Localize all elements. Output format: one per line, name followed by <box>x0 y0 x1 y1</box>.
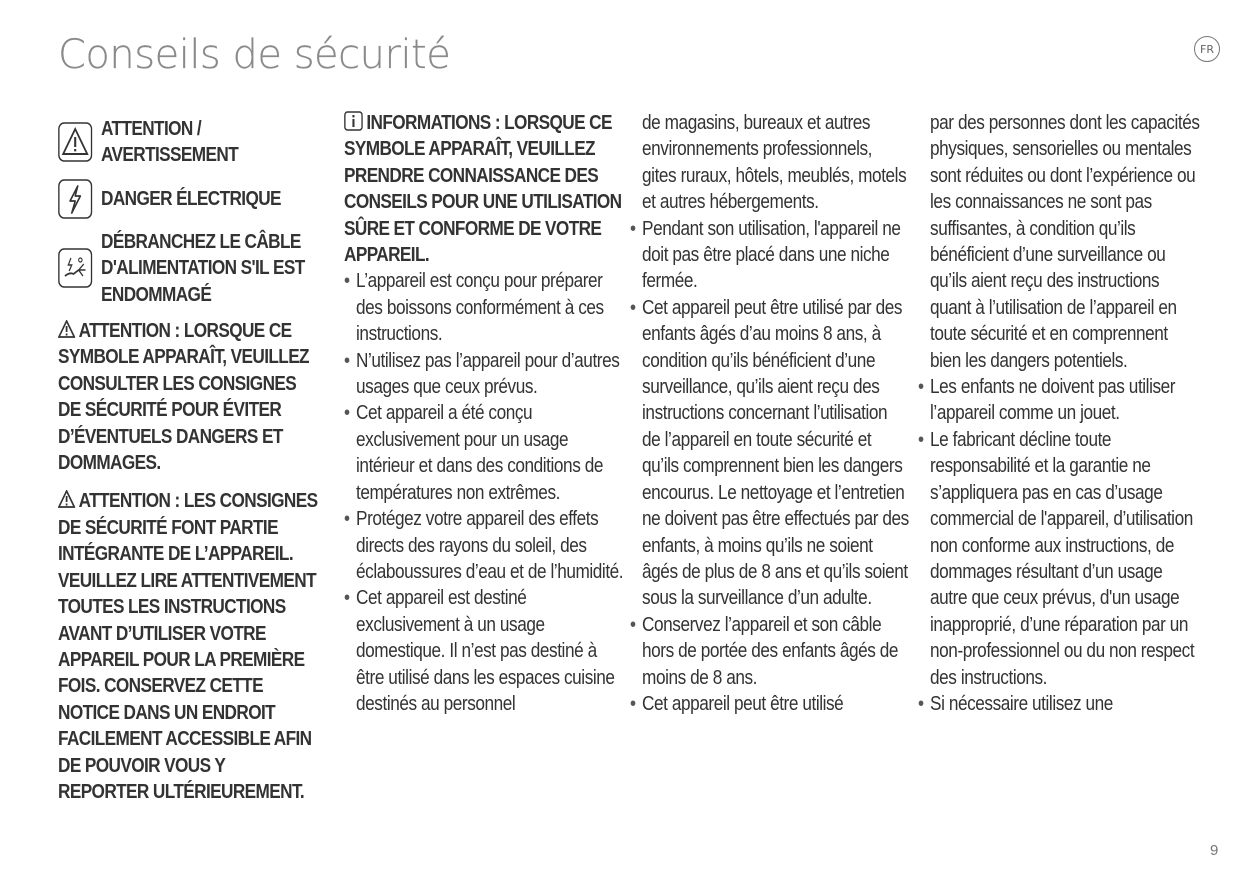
list-item: • Cet appareil peut être utilisé <box>630 691 910 717</box>
list-item: • L’appareil est conçu pour préparer des boissons conformément à ces instructions. <box>344 268 628 347</box>
warning-label-attention: ATTENTION / AVERTISSEMENT <box>101 118 239 167</box>
continuation-text: par des personnes dont les capacités physiques, sensorielles ou mentales sont réduites ou dont l’expérience ou les connaissances ne sont pas suffisantes, à condition qu’ils bénéficient d’une surveillance ou qu’ils aient reçu des instructions quant à l’utilisation de l’appareil en toute sécurité et en comprennent bien les dangers potentiels. <box>930 112 1200 372</box>
warning-triangle-icon <box>58 122 96 162</box>
electric-danger-icon <box>58 179 96 219</box>
info-heading-text: INFORMATIONS : LORSQUE CE SYMBOLE APPARAÎT, VEUILLEZ PRENDRE CONNAISSANCE DES CONSEILS POUR UNE UTILISATION SÛRE ET CONFORME DE VOTRE APPAREIL. <box>344 112 622 267</box>
list-item: • Conservez l’appareil et son câble hors de portée des enfants âgés de moins de 8 ans. <box>630 612 910 691</box>
info-icon <box>344 111 363 131</box>
page-number: 9 <box>1210 842 1219 859</box>
damaged-cable-icon <box>58 248 96 288</box>
list-item: • N’utilisez pas l’appareil pour d’autres usages que ceux prévus. <box>344 348 628 401</box>
attention-paragraph-2 <box>58 488 318 805</box>
column-3 <box>630 110 910 717</box>
list-item: • Pendant son utilisation, l'appareil ne doit pas être placé dans une niche fermée. <box>630 216 910 295</box>
attention-paragraph-1-text: ATTENTION : LORSQUE CE SYMBOLE APPARAÎT, VEUILLEZ CONSULTER LES CONSIGNES DE SÉCURITÉ POUR ÉVITER D’ÉVENTUELS DANGERS ET DOMMAGES. <box>58 320 309 475</box>
continuation-text: de magasins, bureaux et autres environnements professionnels, gites ruraux, hôtels, meublés, motels et autres hébergements. <box>642 112 907 214</box>
warning-label-cable: DÉBRANCHEZ LE CÂBLE D'ALIMENTATION S'IL EST ENDOMMAGÉ <box>101 230 305 306</box>
column-informations <box>344 110 628 717</box>
warning-row-cable <box>58 229 318 308</box>
bullet-list <box>918 374 1202 717</box>
column-4 <box>918 110 1202 717</box>
list-item: • Cet appareil est destiné exclusivement à un usage domestique. Il n’est pas destiné à être utilisé dans les espaces cuisine destinés au personnel <box>344 585 628 717</box>
warning-row-attention <box>58 116 318 169</box>
warning-label-electric: DANGER ÉLECTRIQUE <box>101 187 281 210</box>
warning-row-electric <box>58 179 318 219</box>
page-title: Conseils de sécurité <box>58 32 451 78</box>
column-warnings <box>58 116 318 805</box>
bullet-list <box>344 268 628 717</box>
attention-paragraph-1 <box>58 318 318 476</box>
bullet-list <box>630 216 910 718</box>
list-item: • Le fabricant décline toute responsabilité et la garantie ne s’appliquera pas en cas d’usage commercial de l'appareil, d’utilisation non conforme aux instructions, de dommages résultant d’un usage autre que ceux prévus, d'un usage inapproprié, d’une réparation par un non-professionnel ou du non respect des instructions. <box>918 427 1202 691</box>
info-heading <box>344 110 628 268</box>
list-item: • Si nécessaire utilisez une <box>918 691 1202 717</box>
language-badge: FR <box>1194 36 1220 62</box>
warning-triangle-small-icon <box>58 490 75 508</box>
list-item: • Cet appareil a été conçu exclusivement pour un usage intérieur et dans des conditions de températures non extrêmes. <box>344 400 628 506</box>
list-item: • Protégez votre appareil des effets directs des rayons du soleil, des éclaboussures d’eau et de l’humidité. <box>344 506 628 585</box>
attention-paragraph-2-text: ATTENTION : LES CONSIGNES DE SÉCURITÉ FONT PARTIE INTÉGRANTE DE L’APPAREIL. VEUILLEZ LIRE ATTENTIVEMENT TOUTES LES INSTRUCTIONS AVANT D’UTILISER VOTRE APPAREIL POUR LA PREMIÈRE FOIS. CONSERVEZ CETTE NOTICE DANS UN ENDROIT FACILEMENT ACCESSIBLE AFIN DE POUVOIR VOUS Y REPORTER ULTÉRIEUREMENT. <box>58 490 318 803</box>
list-item: • Cet appareil peut être utilisé par des enfants âgés d’au moins 8 ans, à condition qu’ils bénéficient d’une surveillance, qu’ils aient reçu des instructions concernant l’utilisation de l’appareil en toute sécurité et qu’ils comprennent bien les dangers encourus. Le nettoyage et l’entretien ne doivent pas être effectués par des enfants, à moins qu’ils ne soient âgés de plus de 8 ans et qu’ils soient sous la surveillance d’un adulte. <box>630 295 910 612</box>
warning-triangle-small-icon <box>58 320 75 338</box>
list-item: • Les enfants ne doivent pas utiliser l’appareil comme un jouet. <box>918 374 1202 427</box>
